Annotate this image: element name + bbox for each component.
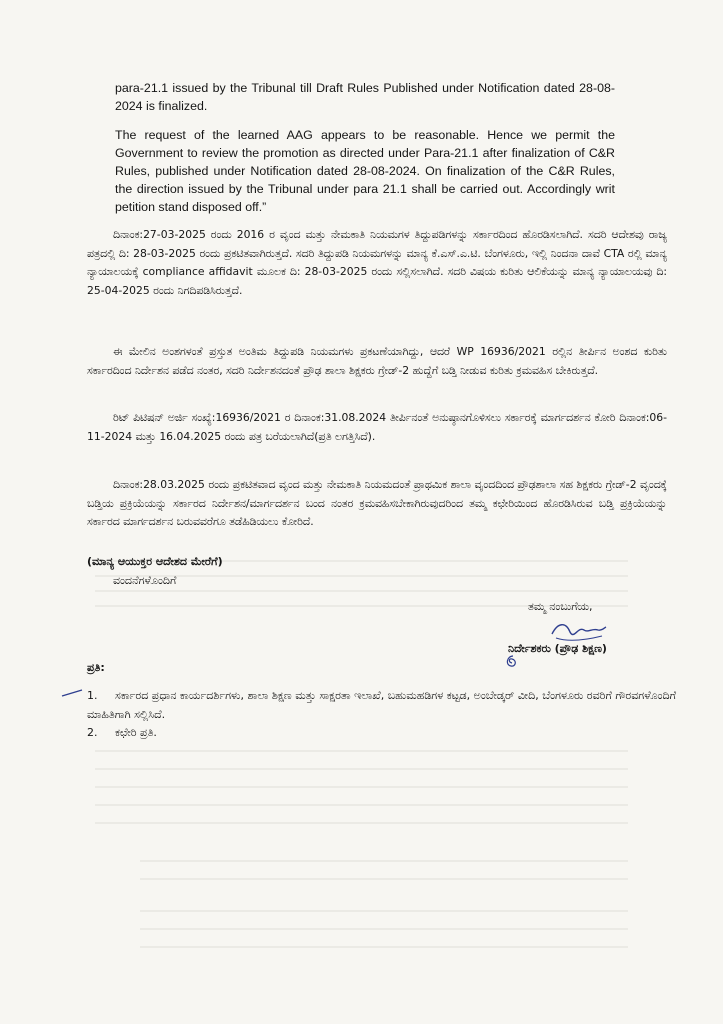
cc-item-1 <box>87 687 687 724</box>
cc-label: ಪ್ರತಿ: <box>87 661 105 674</box>
bleed-through-line <box>95 768 628 770</box>
cc-item-text: ಕಛೇರಿ ಪ್ರತಿ. <box>115 726 157 739</box>
initial-mark-icon <box>503 653 521 669</box>
order-note: (ಮಾನ್ಯ ಆಯುಕ್ತರ ಆದೇಶದ ಮೇರೆಗೆ) <box>87 555 223 568</box>
bleed-through-line <box>95 804 628 806</box>
body-paragraph-3: ರಿಟ್ ಪಿಟಿಷನ್ ಅರ್ಜಿ ಸಂಖ್ಯೆ:16936/2021 ರ ದಿನಾಂಕ:31.08.2024 ತೀರ್ಪಿನಂತೆ ಅನುಷ್ಠಾನಗೊಳಿಸಲು ಸರ್ಕಾರಕ್ಕೆ ಮಾರ್ಗದರ್ಶನ ಕೋರಿ ದಿನಾಂಕ:06-11-2024 ಮತ್ತು 16.04.2025 ರಂದು ಪತ್ರ ಬರೆಯಲಾಗಿದೆ(ಪ್ರತಿ ಲಗತ್ತಿಸಿದೆ). <box>87 411 667 443</box>
quote-paragraph-2: The request of the learned AAG appears to be reasonable. Hence we permit the Government to review the promotion as directed under Para-21.1 after finalization of C&R Rules, published under Notification dated 28-08-2024. On finalization of the C&R Rules, the direction issued by the Tribunal under para 21.1 shall be carried out. Accordingly writ petition stand disposed off.” <box>115 128 615 214</box>
bleed-through-line <box>95 590 628 592</box>
cc-item-number: 1. <box>87 689 98 702</box>
cc-item-text: ಸರ್ಕಾರದ ಪ್ರಧಾನ ಕಾರ್ಯದರ್ಶಿಗಳು, ಶಾಲಾ ಶಿಕ್ಷಣ ಮತ್ತು ಸಾಕ್ಷರತಾ ಇಲಾಖೆ, ಬಹುಮಹಡಿಗಳ ಕಟ್ಟಡ, ಅಂಬೇಡ್ಕರ್ ವೀದಿ, ಬೆಂಗಳೂರು ರವರಿಗೆ ಗೌರವಗಳೊಂದಿಗೆ ಮಾಹಿತಿಗಾಗಿ ಸಲ್ಲಿಸಿದೆ. <box>87 689 677 721</box>
bleed-through-line <box>140 928 628 930</box>
body-paragraph-4: ದಿನಾಂಕ:28.03.2025 ರಂದು ಪ್ರಕಟಿತವಾದ ವೃಂದ ಮತ್ತು ನೇಮಕಾತಿ ನಿಯಮದಂತೆ ಪ್ರಾಥಮಿಕ ಶಾಲಾ ವೃಂದದಿಂದ ಪ್ರೌಢಶಾಲಾ ಸಹ ಶಿಕ್ಷಕರು ಗ್ರೇಡ್-2 ವೃಂದಕ್ಕೆ ಬಡ್ತಿಯ ಪ್ರಕ್ರಿಯೆಯನ್ನು ಸರ್ಕಾರದ ನಿರ್ದೇಶನ/ಮಾರ್ಗದರ್ಶನ ಬಂದ ನಂತರ ಕ್ರಮವಹಿಸಬೇಕಾಗಿರುವುದರಿಂದ ತಮ್ಮ ಕಛೇರಿಯಿಂದ ಹೊರಡಿಸಿರುವ ಬಡ್ತಿ ಪ್ರಕ್ರಿಯೆಯನ್ನು ಸರ್ಕಾರದ ಮಾರ್ಗದರ್ಶನ ಬರುವವರೆಗೂ ತಡೆಹಿಡಿಯಲು ಕೋರಿದೆ. <box>87 478 667 528</box>
cc-item-number: 2. <box>87 726 98 739</box>
bleed-through-line <box>140 860 628 862</box>
bleed-through-line <box>140 946 628 948</box>
yours-faithfully: ತಮ್ಮ ನಂಬುಗೆಯ, <box>528 600 593 613</box>
quote-paragraph-1: para-21.1 issued by the Tribunal till Draft Rules Published under Notification dated 28-08-2024 is finalized. <box>115 81 615 113</box>
signatory-designation: ನಿರ್ದೇಶಕರು (ಪ್ರೌಢ ಶಿಕ್ಷಣ) <box>508 642 607 655</box>
tick-mark-icon <box>60 686 84 702</box>
bleed-through-line <box>95 786 628 788</box>
regards-line: ವಂದನೆಗಳೊಂದಿಗೆ <box>113 574 177 587</box>
body-paragraph-1: ದಿನಾಂಕ:27-03-2025 ರಂದು 2016 ರ ವೃಂದ ಮತ್ತು ನೇಮಕಾತಿ ನಿಯಮಗಳ ತಿದ್ದುಪಡಿಗಳನ್ನು ಸರ್ಕಾರದಿಂದ ಹೊರಡಿಸಲಾಗಿದೆ. ಸದರಿ ಆದೇಶವು ರಾಜ್ಯ ಪತ್ರದಲ್ಲಿ ದಿ: 28-03-2025 ರಂದು ಪ್ರಕಟಿತವಾಗಿರುತ್ತದೆ. ಸದರಿ ತಿದ್ದುಪಡಿ ನಿಯಮಗಳನ್ನು ಮಾನ್ಯ ಕೆ.ಎಸ್.ಎ.ಟಿ. ಬೆಂಗಳೂರು, ಇಲ್ಲಿ ನಿಂದನಾ ದಾವೆ CTA ರಲ್ಲಿ ಮಾನ್ಯ ನ್ಯಾಯಾಲಯಕ್ಕೆ compliance affidavit ಮೂಲಕ ದಿ: 28-03-2025 ರಂದು ಸಲ್ಲಿಸಲಾಗಿದೆ. ಸದರಿ ವಿಷಯ ಕುರಿತು ಆಲಿಕೆಯನ್ನು ಮಾನ್ಯ ನ್ಯಾಯಾಲಯವು ದಿ: 25-04-2025 ರಂದು ನಿಗದಿಪಡಿಸಿರುತ್ತದೆ. <box>87 228 667 297</box>
body-paragraph-2: ಈ ಮೇಲಿನ ಅಂಶಗಳಂತೆ ಪ್ರಸ್ತುತ ಅಂತಿಮ ತಿದ್ದುಪಡಿ ನಿಯಮಗಳು ಪ್ರಕಟಣೆಯಾಗಿದ್ದು, ಆದರೆ WP 16936/2021 ರಲ್ಲಿನ ತೀರ್ಪಿನ ಅಂಶದ ಕುರಿತು ಸರ್ಕಾರದಿಂದ ನಿರ್ದೇಶನ ಪಡೆದ ನಂತರ, ಸದರಿ ನಿರ್ದೇಶನದಂತೆ ಪ್ರೌಢ ಶಾಲಾ ಶಿಕ್ಷಕರು ಗ್ರೇಡ್-2 ಹುದ್ದೆಗೆ ಬಡ್ತಿ ನೀಡುವ ಕುರಿತು ಕ್ರಮವಹಿಸ ಬೇಕಿರುತ್ತದೆ. <box>87 345 667 377</box>
bleed-through-line <box>95 750 628 752</box>
bleed-through-line <box>140 910 628 912</box>
bleed-through-line <box>95 822 628 824</box>
cc-item-2 <box>87 724 687 743</box>
bleed-through-line <box>140 878 628 880</box>
